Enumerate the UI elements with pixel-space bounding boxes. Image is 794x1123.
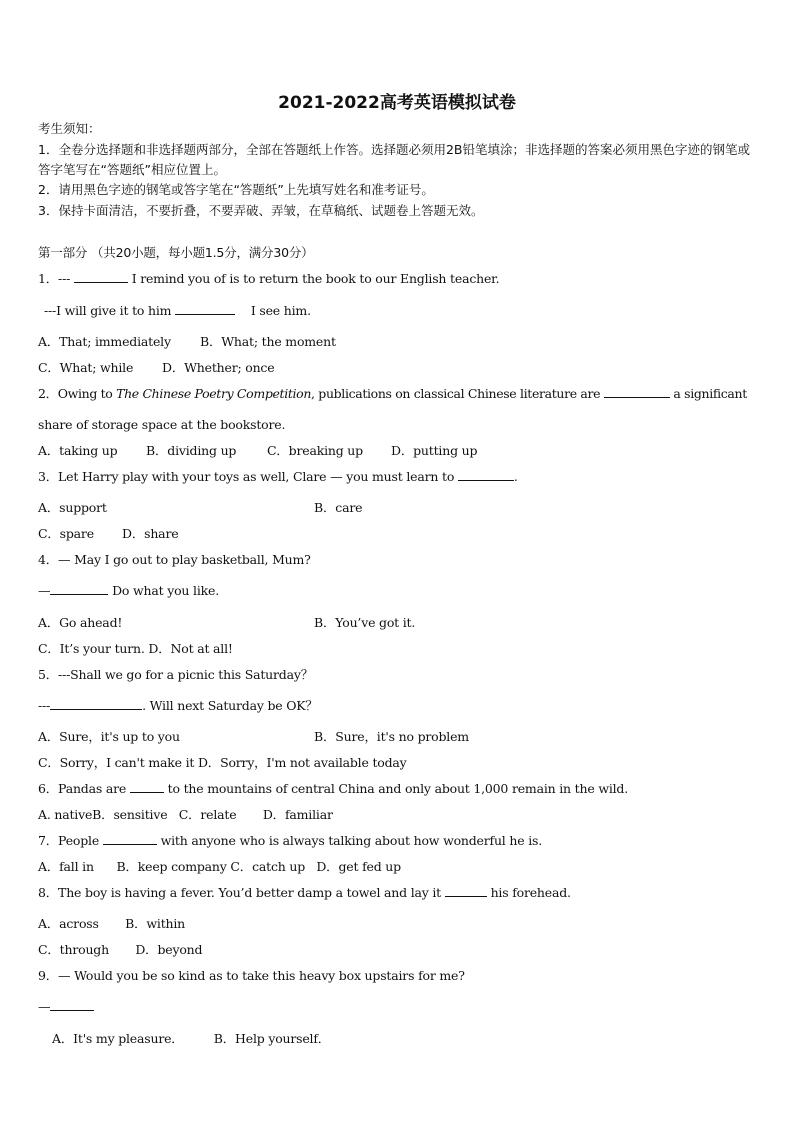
answer-blank bbox=[130, 781, 164, 793]
option-c: C．spare bbox=[38, 526, 94, 541]
page-title: 2021-2022高考英语模拟试卷 bbox=[278, 93, 516, 113]
question-text: with anyone who is always talking about how wonderful he is. bbox=[160, 833, 542, 848]
question-text: 6．Pandas are bbox=[38, 781, 127, 796]
option-a: A．support bbox=[38, 500, 107, 515]
question-text: , publications on classical Chinese literature are bbox=[311, 386, 601, 401]
answer-blank bbox=[445, 885, 487, 897]
option-a: A．That; immediately bbox=[38, 334, 171, 349]
option-b: B．dividing up bbox=[146, 443, 237, 458]
question-text: ---I will give it to him bbox=[44, 303, 172, 318]
option-c-d: C．through D．beyond bbox=[38, 942, 203, 957]
question-2-cont: share of storage space at the bookstore. bbox=[38, 417, 286, 432]
option-a: A．Sure，it's up to you bbox=[38, 729, 180, 744]
question-text: 7．People bbox=[38, 833, 100, 848]
answer-blank bbox=[458, 469, 514, 481]
question-text: — bbox=[38, 583, 51, 598]
question-text: 2．Owing to bbox=[38, 386, 113, 401]
option-b: B．Sure，it's no problem bbox=[314, 729, 469, 744]
question-text: --- bbox=[38, 698, 51, 713]
option-a-b: A．It's my pleasure． B．Help yourself． bbox=[52, 1031, 331, 1046]
question-text: 3．Let Harry play with your toys as well, Clare — you must learn to bbox=[38, 469, 455, 484]
answer-blank bbox=[175, 303, 235, 315]
question-text: . Will next Saturday be OK？ bbox=[142, 698, 318, 713]
notice-item-1: 1．全卷分选择题和非选择题两部分，全部在答题纸上作答。选择题必须用2B铅笔填涂；非选择题的答案必须用黑色字迹的钢笔或答字笔写在“答题纸”相应位置上。 bbox=[38, 142, 750, 177]
question-text: I see him. bbox=[250, 303, 311, 318]
option-a-b: A．across B．within bbox=[38, 916, 186, 931]
option-d: D．Whether; once bbox=[162, 360, 275, 375]
option-b: B．care bbox=[314, 500, 363, 515]
question-9: 9．— Would you be so kind as to take this heavy box upstairs for me? bbox=[38, 968, 465, 983]
notice-item-2: 2．请用黑色字迹的钢笔或答字笔在“答题纸”上先填写姓名和准考证号。 bbox=[38, 182, 434, 197]
option-a: A．Go ahead! bbox=[38, 615, 123, 630]
options: A. nativeB．sensitive C．relate D．familiar bbox=[38, 807, 333, 822]
question-text: . bbox=[513, 469, 518, 484]
option-c-d: C．It’s your turn. D．Not at all! bbox=[38, 641, 233, 656]
question-text: to the mountains of central China and only about 1,000 remain in the wild. bbox=[167, 781, 628, 796]
question-4: 4．— May I go out to play basketball, Mum? bbox=[38, 552, 311, 567]
notice-heading: 考生须知： bbox=[38, 121, 101, 136]
answer-blank bbox=[50, 698, 142, 710]
question-7 bbox=[38, 832, 758, 850]
question-2 bbox=[38, 385, 758, 403]
option-a: A．taking up bbox=[38, 443, 118, 458]
section-heading: 第一部分 （共20小题，每小题1.5分，满分30分） bbox=[38, 245, 314, 260]
question-6 bbox=[38, 780, 758, 798]
question-1-reply bbox=[44, 302, 764, 320]
question-4-reply bbox=[38, 582, 758, 600]
competition-title: The Chinese Poetry Competition bbox=[116, 386, 312, 401]
notice-item-3: 3．保持卡面清洁，不要折叠，不要弄破、弄皱，在草稿纸、试题卷上答题无效。 bbox=[38, 203, 484, 218]
question-text: — bbox=[38, 999, 51, 1014]
question-1 bbox=[38, 270, 758, 288]
option-c-d: C．Sorry，I can't make it D．Sorry，I'm not available today bbox=[38, 755, 407, 770]
question-3 bbox=[38, 468, 758, 486]
question-text: 8．The boy is having a fever. You’d better damp a towel and lay it bbox=[38, 885, 441, 900]
question-5-reply bbox=[38, 697, 758, 715]
answer-blank bbox=[50, 999, 94, 1011]
option-c: C．What; while bbox=[38, 360, 134, 375]
options: A．fall in B．keep company C．catch up D．get fed up bbox=[38, 859, 401, 874]
question-8 bbox=[38, 884, 758, 902]
question-5: 5．---Shall we go for a picnic this Saturday？ bbox=[38, 667, 314, 682]
answer-blank bbox=[74, 271, 128, 283]
option-c: C．breaking up bbox=[267, 443, 363, 458]
question-9-reply bbox=[38, 998, 758, 1016]
question-text: his forehead. bbox=[490, 885, 571, 900]
option-b: B．You’ve got it. bbox=[314, 615, 416, 630]
option-d: D．share bbox=[122, 526, 179, 541]
question-text: I remind you of is to return the book to our English teacher. bbox=[131, 271, 500, 286]
answer-blank bbox=[604, 386, 670, 398]
option-d: D．putting up bbox=[391, 443, 478, 458]
option-b: B．What; the moment bbox=[200, 334, 336, 349]
question-text: Do what you like. bbox=[112, 583, 219, 598]
question-text: a significant bbox=[673, 386, 747, 401]
answer-blank bbox=[103, 833, 157, 845]
question-text: 1．--- bbox=[38, 271, 71, 286]
answer-blank bbox=[50, 583, 108, 595]
